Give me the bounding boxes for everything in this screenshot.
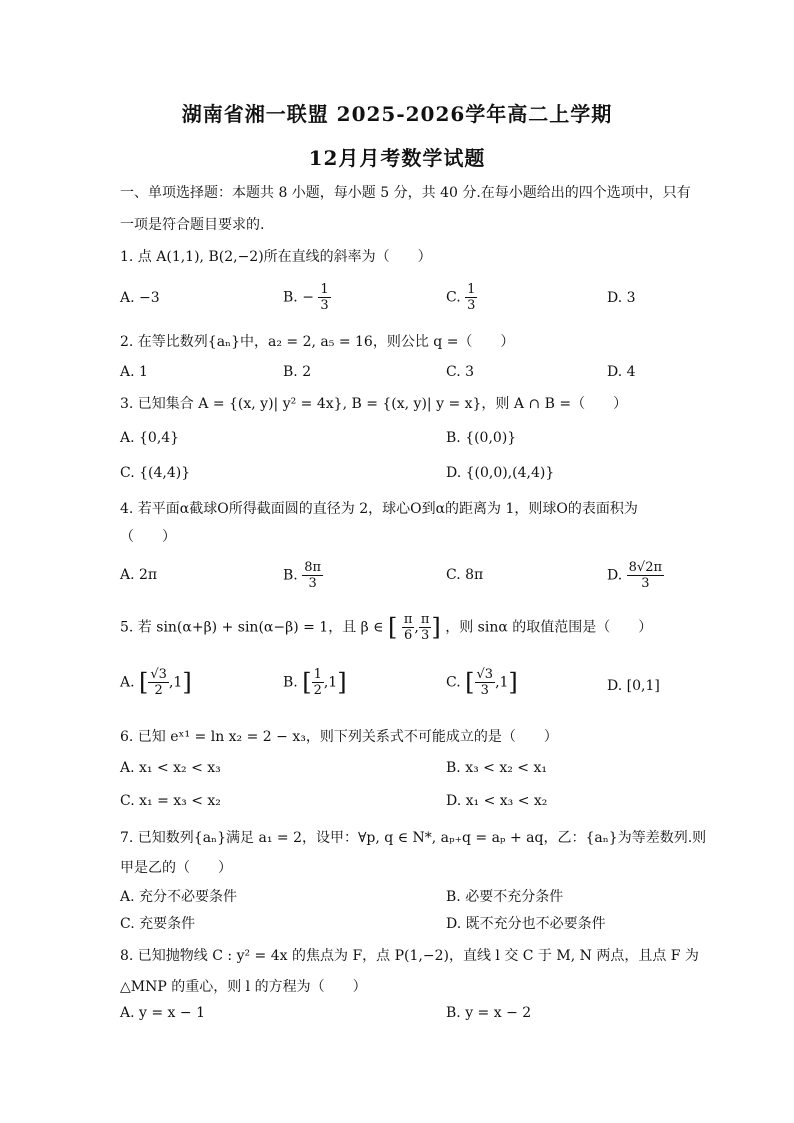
q5-stem-n2: π <box>420 612 430 627</box>
q4-option-d-den: 3 <box>641 576 650 591</box>
q1-option-b-fraction <box>318 282 330 313</box>
q4-stem-a: 4. 若平面α截球O所得截面圆的直径为 2，球心O到α的距离为 1，则球O的表面积为 <box>120 501 638 517</box>
q5-option-c-num: √3 <box>476 667 494 682</box>
q4-option-b-num: 8π <box>304 560 322 575</box>
q5-stem: 5. 若 sin(α+β) + sin(α−β) = 1，且 β ∈ [ $\frac{\pi}{6}$ , $\frac{\pi}{3}$ ] ，则 sinα 的取值范围是（ ） <box>120 612 653 643</box>
q5-option-b-tail: ,1 <box>323 674 338 691</box>
q1-option-b-label: B. − <box>283 289 314 306</box>
q5-stem-frac2 <box>419 612 432 643</box>
q1-option-c-fraction <box>465 282 477 313</box>
q2-option-a: A. 1 <box>120 364 148 380</box>
section-heading-b: 一项是符合题目要求的. <box>120 217 265 233</box>
q4-stem-b: （ ） <box>120 529 176 545</box>
q5-option-b-den: 2 <box>313 683 322 698</box>
q1-option-c-num: 1 <box>467 282 476 297</box>
exam-title-line1: 湖南省湘一联盟 2025-2026学年高二上学期 <box>181 102 613 126</box>
q4-option-b <box>283 560 323 591</box>
q1-option-c-den: 3 <box>467 298 476 313</box>
q1-stem: 1. 点 A(1,1), B(2,−2)所在直线的斜率为（ ） <box>120 249 432 265</box>
q6-option-d: D. x₁ < x₃ < x₂ <box>446 793 548 809</box>
q5-option-b-fraction <box>312 667 324 698</box>
q8-option-b: B. y = x − 2 <box>446 1005 532 1021</box>
q7-option-a: A. 充分不必要条件 <box>120 889 238 905</box>
q5-option-a-tail: ,1 <box>168 674 183 691</box>
q4-option-d-fraction <box>627 560 664 591</box>
q1-option-d: D. 3 <box>607 290 636 306</box>
q5-option-b: B. [ $\frac{1}{2}$ ,1] <box>283 667 347 698</box>
q5-option-a-num: √3 <box>150 667 167 682</box>
q5-stem-frac1 <box>402 612 415 643</box>
q7-stem-a: 7. 已知数列{aₙ}满足 a₁ = 2，设甲：∀p, q ∈ N*, aₚ₊q = aₚ + aq，乙：{aₙ}为等差数列.则 <box>120 830 707 846</box>
q4-option-b-fraction <box>302 560 323 591</box>
q5-stem-post: ，则 sinα 的取值范围是（ ） <box>445 619 653 636</box>
q5-stem-pre: 5. 若 sin(α+β) + sin(α−β) = 1，且 β ∈ <box>120 619 384 636</box>
q7-stem-b: 甲是乙的（ ） <box>120 860 232 876</box>
q8-option-a: A. y = x − 1 <box>120 1005 205 1021</box>
q1-option-a: A. −3 <box>120 290 160 306</box>
q5-stem-n1: π <box>403 612 413 627</box>
q1-option-c-label: C. <box>446 289 461 306</box>
q5-stem-d2: 3 <box>420 628 430 643</box>
q1-option-b-num: 1 <box>320 282 329 297</box>
q5-option-c-tail: ,1 <box>495 674 509 691</box>
q5-option-a: A. [ $\frac{√3}{2}$ ,1] <box>120 667 192 698</box>
q3-option-a: A. {0,4} <box>120 430 180 446</box>
q4-option-a: A. 2π <box>120 567 158 583</box>
q1-option-b <box>283 282 331 313</box>
q5-option-b-num: 1 <box>313 667 322 682</box>
q2-option-c: C. 3 <box>446 364 475 380</box>
q5-option-b-label: B. <box>283 674 298 691</box>
q5-option-c-fraction <box>475 667 496 698</box>
section-heading-a: 一、单项选择题：本题共 8 小题，每小题 5 分，共 40 分.在每小题给出的四个选项中，只有 <box>120 185 691 201</box>
q8-stem-b: △MNP 的重心，则 l 的方程为（ ） <box>120 979 367 995</box>
q5-option-a-den: 2 <box>154 683 163 698</box>
q2-stem: 2. 在等比数列{aₙ}中，a₂ = 2, a₅ = 16，则公比 q =（ ） <box>120 334 515 350</box>
q5-option-c-den: 3 <box>480 683 489 698</box>
q3-option-c: C. {(4,4)} <box>120 465 191 481</box>
q8-stem-a: 8. 已知抛物线 C : y² = 4x 的焦点为 F，点 P(1,−2)，直线 l 交 C 于 M, N 两点，且点 F 为 <box>120 948 699 964</box>
q3-option-d: D. {(0,0),(4,4)} <box>446 465 555 481</box>
q4-option-c: C. 8π <box>446 567 484 583</box>
q6-option-a: A. x₁ < x₂ < x₃ <box>120 760 221 776</box>
q5-option-c: C. [ $\frac{√3}{3}$ ,1] <box>446 667 518 698</box>
q5-option-a-label: A. <box>120 674 135 691</box>
q7-option-c: C. 充要条件 <box>120 916 196 932</box>
q4-option-d-num: 8√2π <box>628 560 663 575</box>
q2-option-d: D. 4 <box>607 364 636 380</box>
q1-option-b-den: 3 <box>320 298 329 313</box>
q4-option-d <box>607 560 664 591</box>
q6-stem: 6. 已知 eˣ¹ = ln x₂ = 2 − x₃，则下列关系式不可能成立的是（ ） <box>120 729 558 745</box>
q1-option-c <box>446 282 477 313</box>
q3-option-b: B. {(0,0)} <box>446 430 517 446</box>
q2-option-b: B. 2 <box>283 364 312 380</box>
q4-option-b-den: 3 <box>308 576 317 591</box>
q5-option-c-label: C. <box>446 674 461 691</box>
q6-option-b: B. x₃ < x₂ < x₁ <box>446 760 547 776</box>
q4-option-d-label: D. <box>607 567 623 584</box>
q4-option-b-label: B. <box>283 567 298 584</box>
q5-option-d: D. [0,1] <box>607 678 660 694</box>
q6-option-c: C. x₁ = x₃ < x₂ <box>120 793 221 809</box>
q3-stem: 3. 已知集合 A = {(x, y)| y² = 4x}, B = {(x, y)| y = x}，则 A ∩ B =（ ） <box>120 396 628 412</box>
q7-option-d: D. 既不充分也不必要条件 <box>446 916 606 932</box>
exam-title-line2: 12月月考数学试题 <box>308 146 486 170</box>
q5-stem-d1: 6 <box>403 628 413 643</box>
q7-option-b: B. 必要不充分条件 <box>446 889 564 905</box>
q5-option-a-fraction <box>148 667 169 698</box>
